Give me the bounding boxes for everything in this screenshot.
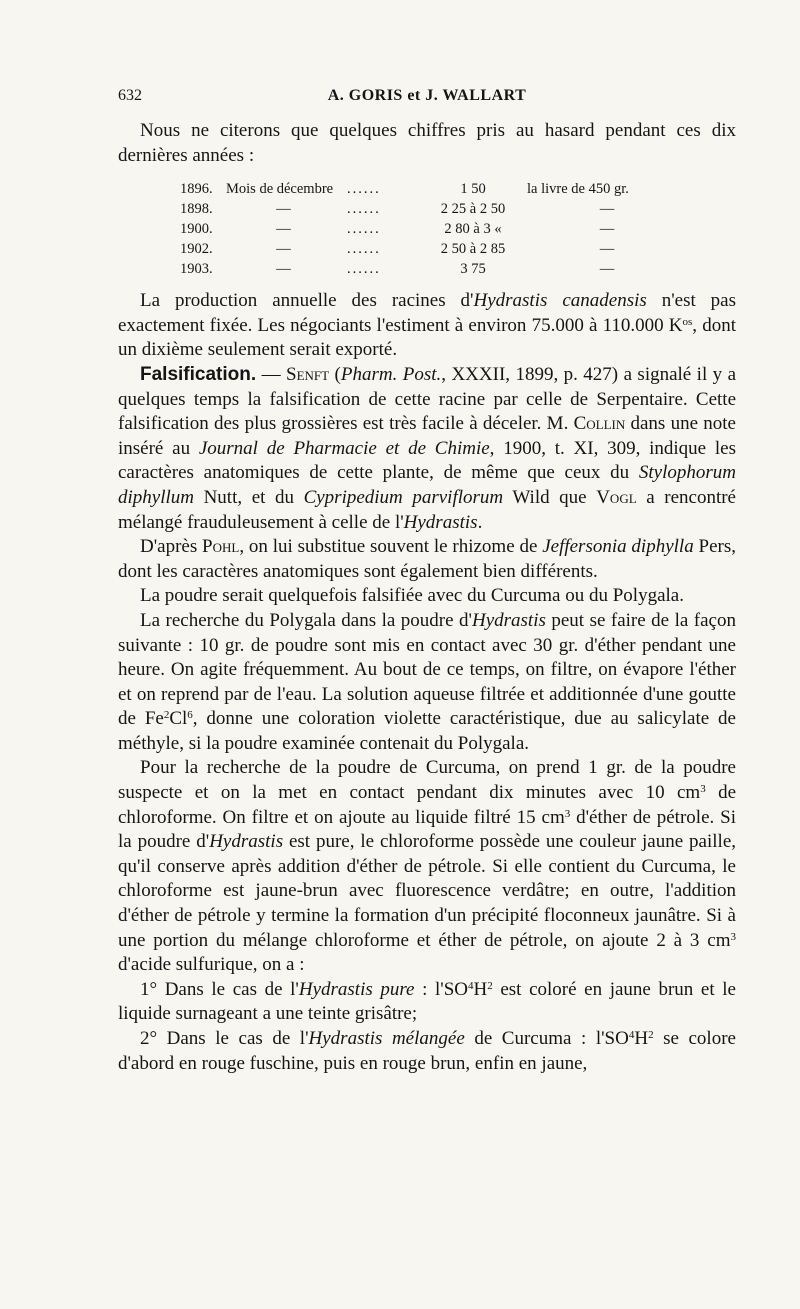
price-month: — bbox=[276, 261, 291, 278]
section-heading: Falsification. bbox=[140, 363, 257, 385]
price-row bbox=[180, 259, 693, 279]
price-row bbox=[180, 239, 693, 259]
case-label: Hydrastis pure bbox=[298, 978, 415, 1000]
price-value: 2 50 à 2 85 bbox=[440, 241, 506, 258]
price-note: — bbox=[599, 241, 615, 258]
case-1-paragraph: 1° Dans le cas de l'Hydrastis pure : $l'SO^4H^2$ est coloré en jaune brun et le liquide surnageant a une teinte grisâtre; bbox=[118, 978, 736, 1025]
price-leader-dots: ...... bbox=[347, 201, 381, 218]
species-name: Cypripedium parviflorum bbox=[303, 486, 504, 508]
page-header bbox=[118, 87, 736, 111]
author-name: Collin bbox=[573, 413, 626, 435]
case-2-paragraph: 2° Dans le cas de l'Hydrastis mélangée de Curcuma : $l'SO^4H^2$ se colore d'abord en rouge fuschine, puis en rouge brun, enfin en jaune, bbox=[118, 1028, 736, 1074]
price-year: 1902. bbox=[180, 241, 213, 258]
price-note: — bbox=[599, 261, 615, 278]
price-table bbox=[180, 179, 693, 279]
species-name: Jeffersonia diphylla bbox=[542, 536, 694, 558]
polygala-paragraph: La recherche du Polygala dans la poudre d'Hydrastis peut se faire de la façon suivante : 10 gr. de poudre sont mis en contact avec 30 gr. d'éther pendant une heure. On agite fréquemment. Au bout de ce temps, on filtre, on évapore l'éther et on reprend par de l'eau. La solution aqueuse filtrée et additionnée d'une goutte de Fe$^2$Cl$^6$, donne une coloration violette caractéristique, due au salicylate de méthyle, si la poudre examinée contenait du Polygala. bbox=[118, 609, 736, 754]
powder-paragraph: La poudre serait quelquefois falsifiée avec du Curcuma ou du Polygala. bbox=[140, 585, 684, 607]
price-month: — bbox=[276, 241, 291, 258]
price-note: — bbox=[599, 201, 615, 218]
price-leader-dots: ...... bbox=[347, 241, 381, 258]
intro-paragraph: Nous ne citerons que quelques chiffres pris au hasard pendant ces dix dernières années : bbox=[118, 120, 736, 166]
price-month: — bbox=[276, 221, 291, 238]
species-name: Hydrastis bbox=[403, 511, 478, 533]
price-value: 2 80 à 3 « bbox=[444, 221, 502, 238]
running-title: A. GORIS et J. WALLART bbox=[327, 87, 527, 104]
page-number: 632 bbox=[118, 87, 142, 104]
price-month: Mois de décembre bbox=[226, 181, 334, 198]
price-leader-dots: ...... bbox=[347, 221, 381, 238]
journal-name: Journal de Pharmacie et de Chimie bbox=[198, 437, 490, 459]
species-name: Stylophorum diphyllum bbox=[118, 462, 736, 508]
journal-name: Pharm. Post. bbox=[340, 363, 442, 385]
price-year: 1900. bbox=[180, 221, 213, 238]
price-leader-dots: ...... bbox=[347, 181, 381, 198]
price-year: 1896. bbox=[180, 181, 213, 198]
price-year: 1903. bbox=[180, 261, 213, 278]
case-label: Hydrastis mélangée bbox=[308, 1028, 465, 1049]
falsification-paragraph: Falsification. — Senft (Pharm. Post., XXXII, 1899, p. 427) a signalé il y a quelques temps la falsification de cette racine par celle de Serpentaire. Cette falsification des plus grossières est très facile à déceler. M. Collin dans une note inséré au Journal de Pharmacie et de Chimie, 1900, t. XI, 309, indique les caractères anatomiques de cette plante, de même que ceux du Stylophorum diphyllum Nutt, et du Cypripedium parviflorum Wild que Vogl a rencontré mélangé frauduleusement à celle de l'Hydrastis. bbox=[118, 363, 737, 533]
author-name: Senft bbox=[286, 363, 330, 385]
price-leader-dots: ...... bbox=[347, 261, 381, 278]
curcuma-paragraph: Pour la recherche de la poudre de Curcuma, on prend 1 gr. de la poudre suspecte et on la met en contact pendant dix minutes avec 10 $cm^3$ de chloroforme. On filtre et on ajoute au liquide filtré 15 $cm^3$ d'éther de pétrole. Si la poudre d'Hydrastis est pure, le chloroforme possède une couleur jaune paille, qu'il conserve après addition d'éther de pétrole. Si elle contient du Curcuma, le chloroforme est jaune-brun avec fluorescence verdâtre; en outre, l'addition d'éther de pétrole y termine la formation d'un précipité floconneux jaunâtre. Si à une portion du mélange chloroforme et éther de pétrole, on ajoute 2 à 3 $cm^3$ d'acide sulfurique, on a : bbox=[118, 757, 736, 976]
species-name: Hydrastis bbox=[209, 831, 284, 853]
price-value: 2 25 à 2 50 bbox=[440, 201, 506, 218]
species-name: Hydrastis bbox=[471, 609, 546, 631]
price-note: — bbox=[599, 221, 615, 238]
price-value: 3 75 bbox=[460, 261, 486, 278]
price-value: 1 50 bbox=[460, 181, 486, 198]
production-paragraph: La production annuelle des racines d'Hydrastis canadensis n'est pas exactement fixée. Les négociants l'estiment à environ 75.000 à 110.000 $K^{os}$, dont un dixième seulement serait exporté. bbox=[118, 290, 737, 361]
author-name: Pohl bbox=[202, 536, 240, 558]
author-name: Vogl bbox=[596, 486, 637, 508]
price-row bbox=[180, 219, 693, 239]
price-month: — bbox=[276, 201, 291, 218]
page-body bbox=[118, 119, 736, 1076]
pohl-paragraph: D'après Pohl, on lui substitue souvent le rhizome de Jeffersonia diphylla Pers, dont les caractères anatomiques sont également bien différents. bbox=[118, 536, 736, 582]
species-name: Hydrastis canadensis bbox=[473, 290, 647, 312]
price-note: la livre de 450 gr. bbox=[527, 181, 629, 198]
price-year: 1898. bbox=[180, 201, 213, 218]
price-row bbox=[180, 199, 693, 219]
price-row bbox=[180, 179, 693, 199]
